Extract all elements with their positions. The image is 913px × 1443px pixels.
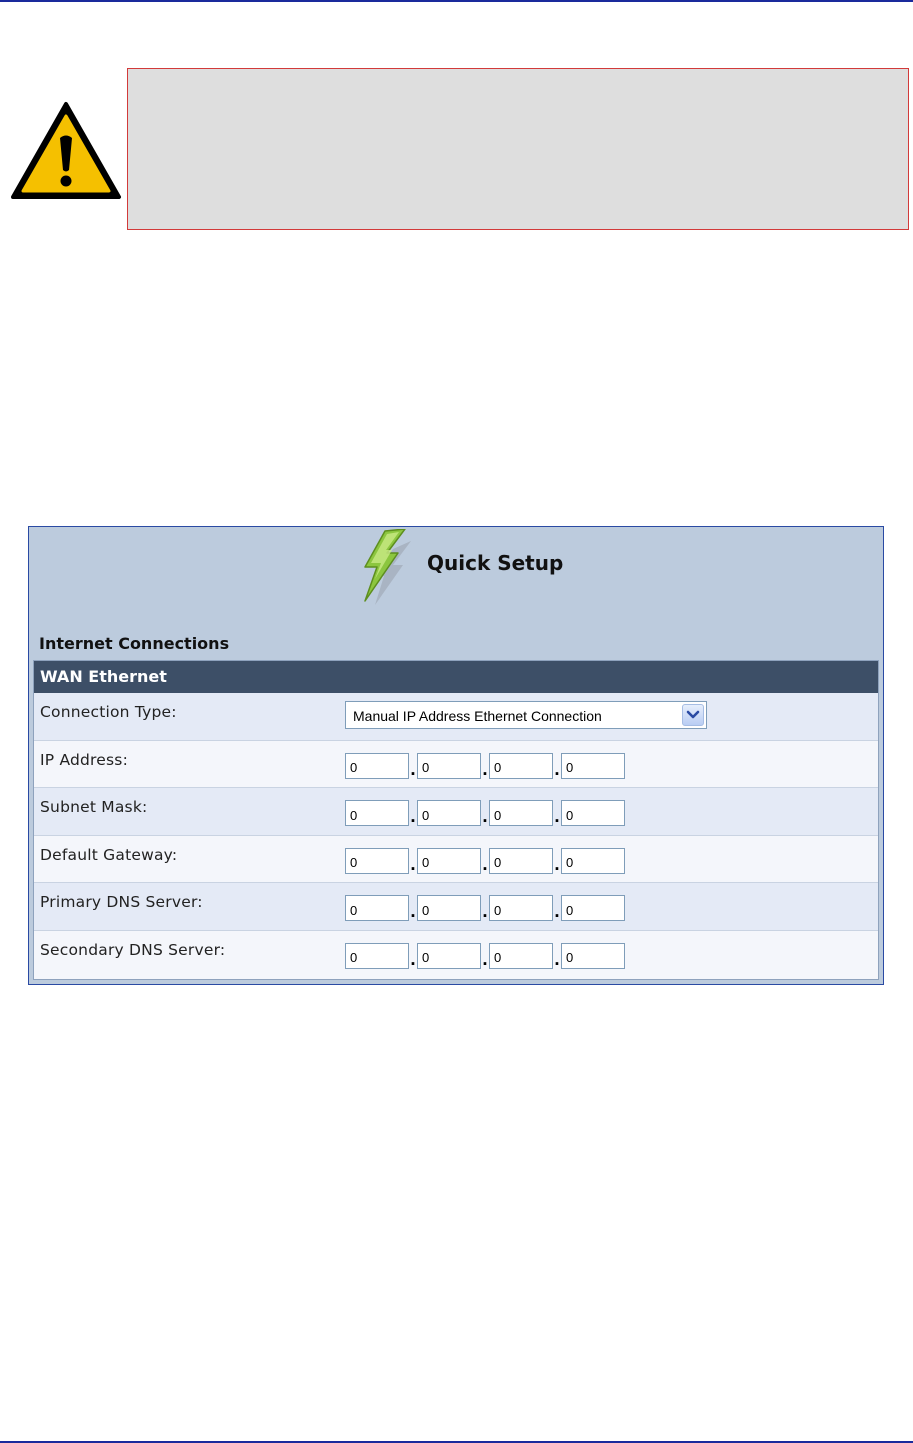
- secondary-dns-octet-4[interactable]: [561, 943, 625, 969]
- ip-address-octet-1[interactable]: [345, 753, 409, 779]
- octet-separator: .: [482, 808, 488, 827]
- secondary-dns-octet-2[interactable]: [417, 943, 481, 969]
- subnet-mask-octet-2[interactable]: [417, 800, 481, 826]
- ip-address-input-group: [345, 753, 625, 781]
- secondary-dns-row: [34, 931, 878, 979]
- connection-type-select[interactable]: [345, 701, 707, 729]
- default-gateway-octet-4[interactable]: [561, 848, 625, 874]
- ip-address-row: [34, 741, 878, 789]
- note-box: [127, 68, 909, 230]
- octet-separator: .: [554, 808, 560, 827]
- quick-setup-panel: [28, 526, 884, 985]
- primary-dns-octet-4[interactable]: [561, 895, 625, 921]
- octet-separator: .: [482, 903, 488, 922]
- primary-dns-input-group: [345, 895, 625, 923]
- octet-separator: .: [482, 950, 488, 969]
- octet-separator: .: [482, 855, 488, 874]
- default-gateway-row: [34, 836, 878, 884]
- default-gateway-octet-1[interactable]: [345, 848, 409, 874]
- octet-separator: .: [554, 855, 560, 874]
- secondary-dns-label: Secondary DNS Server:: [40, 940, 226, 959]
- connection-type-label: Connection Type:: [40, 703, 177, 721]
- subnet-mask-octet-1[interactable]: [345, 800, 409, 826]
- octet-separator: .: [410, 950, 416, 969]
- octet-separator: .: [410, 760, 416, 779]
- octet-separator: .: [410, 903, 416, 922]
- octet-separator: .: [410, 808, 416, 827]
- dropdown-button[interactable]: [682, 704, 704, 726]
- connection-type-value: Manual IP Address Ethernet Connection: [353, 708, 602, 724]
- secondary-dns-octet-3[interactable]: [489, 943, 553, 969]
- default-gateway-input-group: [345, 848, 625, 876]
- ip-address-label: IP Address:: [40, 750, 128, 769]
- connection-type-row: [34, 693, 878, 741]
- wan-ethernet-table: [33, 660, 879, 980]
- secondary-dns-octet-1[interactable]: [345, 943, 409, 969]
- octet-separator: .: [482, 760, 488, 779]
- primary-dns-label: Primary DNS Server:: [40, 893, 203, 912]
- primary-dns-octet-1[interactable]: [345, 895, 409, 921]
- primary-dns-octet-2[interactable]: [417, 895, 481, 921]
- lightning-bolt-icon: [349, 529, 419, 607]
- page-top-rule: [0, 0, 913, 2]
- wan-ethernet-header: WAN Ethernet: [34, 661, 878, 693]
- octet-separator: .: [554, 950, 560, 969]
- octet-separator: .: [554, 903, 560, 922]
- subnet-mask-octet-3[interactable]: [489, 800, 553, 826]
- panel-header: [29, 527, 883, 657]
- subnet-mask-octet-4[interactable]: [561, 800, 625, 826]
- primary-dns-octet-3[interactable]: [489, 895, 553, 921]
- ip-address-octet-3[interactable]: [489, 753, 553, 779]
- ip-address-octet-2[interactable]: [417, 753, 481, 779]
- primary-dns-row: [34, 883, 878, 931]
- ip-address-octet-4[interactable]: [561, 753, 625, 779]
- default-gateway-octet-3[interactable]: [489, 848, 553, 874]
- warning-icon: [9, 100, 123, 201]
- page-title: Quick Setup: [427, 551, 564, 575]
- subnet-mask-label: Subnet Mask:: [40, 798, 148, 817]
- subnet-mask-row: [34, 788, 878, 836]
- chevron-down-icon: [683, 705, 703, 725]
- subnet-mask-input-group: [345, 800, 625, 828]
- octet-separator: .: [554, 760, 560, 779]
- octet-separator: .: [410, 855, 416, 874]
- section-title: Internet Connections: [39, 634, 230, 653]
- default-gateway-octet-2[interactable]: [417, 848, 481, 874]
- secondary-dns-input-group: [345, 943, 625, 971]
- default-gateway-label: Default Gateway:: [40, 845, 178, 864]
